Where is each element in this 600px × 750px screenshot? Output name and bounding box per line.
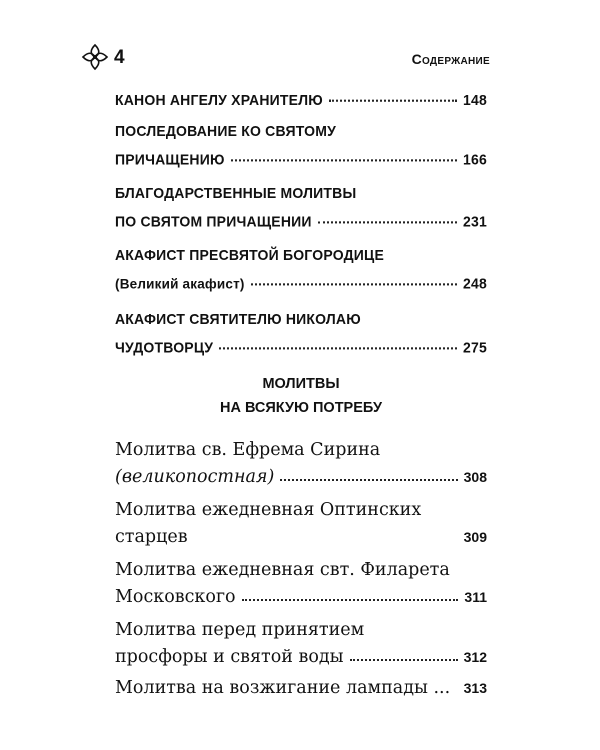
leader-dots: [350, 659, 458, 661]
toc-page-number: 308: [463, 469, 487, 485]
toc-entry[interactable]: [115, 560, 487, 617]
toc-page-number: 309: [463, 529, 487, 545]
leader-dots: [219, 347, 457, 349]
toc-entry-title: КАНОН АНГЕЛУ ХРАНИТЕЛЮ: [115, 91, 323, 109]
toc-entry-title-cont: ЧУДОТВОРЦУ: [115, 338, 214, 356]
toc-entry[interactable]: [115, 678, 487, 708]
toc-entry[interactable]: [115, 500, 487, 557]
toc-entry-title: АКАФИСТ СВЯТИТЕЛЮ НИКОЛАЮ: [115, 310, 361, 328]
leader-dots: [318, 221, 457, 223]
leader-dots: [280, 479, 457, 481]
toc-page-number: 275: [463, 338, 487, 356]
toc-page-number: 312: [463, 649, 487, 665]
toc-entry[interactable]: [115, 247, 487, 307]
leader-dots: [251, 283, 457, 285]
leader-dots: [329, 100, 457, 102]
toc-page-number: 166: [463, 150, 487, 168]
toc-entry[interactable]: [115, 311, 487, 371]
page-header: [80, 42, 490, 72]
toc-entry-title: БЛАГОДАРСТВЕННЫЕ МОЛИТВЫ: [115, 184, 357, 202]
toc-page-number: 231: [463, 212, 487, 230]
toc-entry-title-cont: ПРИЧАЩЕНИЮ: [115, 150, 225, 168]
toc-entry[interactable]: [115, 123, 487, 183]
toc-entry-title: Молитва перед принятием: [115, 620, 365, 640]
section-heading-line1: МОЛИТВЫ: [262, 376, 340, 392]
page-number: 4: [114, 47, 125, 68]
fleuron-icon: [80, 42, 110, 72]
toc-entry-subtitle: (великопостная): [115, 467, 275, 487]
toc-page-number: 148: [463, 91, 487, 109]
leader-dots: [231, 159, 457, 161]
toc-entry-title: Молитва на возжигание лампады ...: [115, 678, 451, 698]
toc-entry-title: Молитва ежедневная свт. Филарета: [115, 560, 450, 580]
section-heading: [115, 372, 487, 420]
toc-entry[interactable]: [115, 620, 487, 677]
toc-page-number: 311: [464, 589, 487, 605]
toc-entry[interactable]: [115, 91, 487, 123]
toc-entry-title-cont: просфоры и святой воды: [115, 647, 344, 667]
toc-page-number: 248: [463, 274, 487, 292]
section-heading-line2: НА ВСЯКУЮ ПОТРЕБУ: [220, 400, 382, 416]
toc-entry[interactable]: [115, 185, 487, 245]
toc-entry-title: Молитва св. Ефрема Сирина: [115, 440, 381, 460]
toc-page-number: 313: [463, 680, 487, 696]
toc-entry-title-cont: старцев: [115, 527, 188, 547]
toc-entry[interactable]: [115, 440, 487, 497]
toc-entry-title: Молитва ежедневная Оптинских: [115, 500, 422, 520]
leader-dots: [242, 599, 459, 601]
toc-entry-title-cont: Московского: [115, 587, 236, 607]
running-title: Содержание: [411, 51, 490, 67]
toc-entry-title: АКАФИСТ ПРЕСВЯТОЙ БОГОРОДИЦЕ: [115, 246, 385, 264]
toc-entry-title: ПОСЛЕДОВАНИЕ КО СВЯТОМУ: [115, 122, 336, 140]
toc-entry-subtitle: (Великий акафист): [115, 275, 245, 292]
toc-entry-title-cont: ПО СВЯТОМ ПРИЧАЩЕНИИ: [115, 212, 312, 230]
